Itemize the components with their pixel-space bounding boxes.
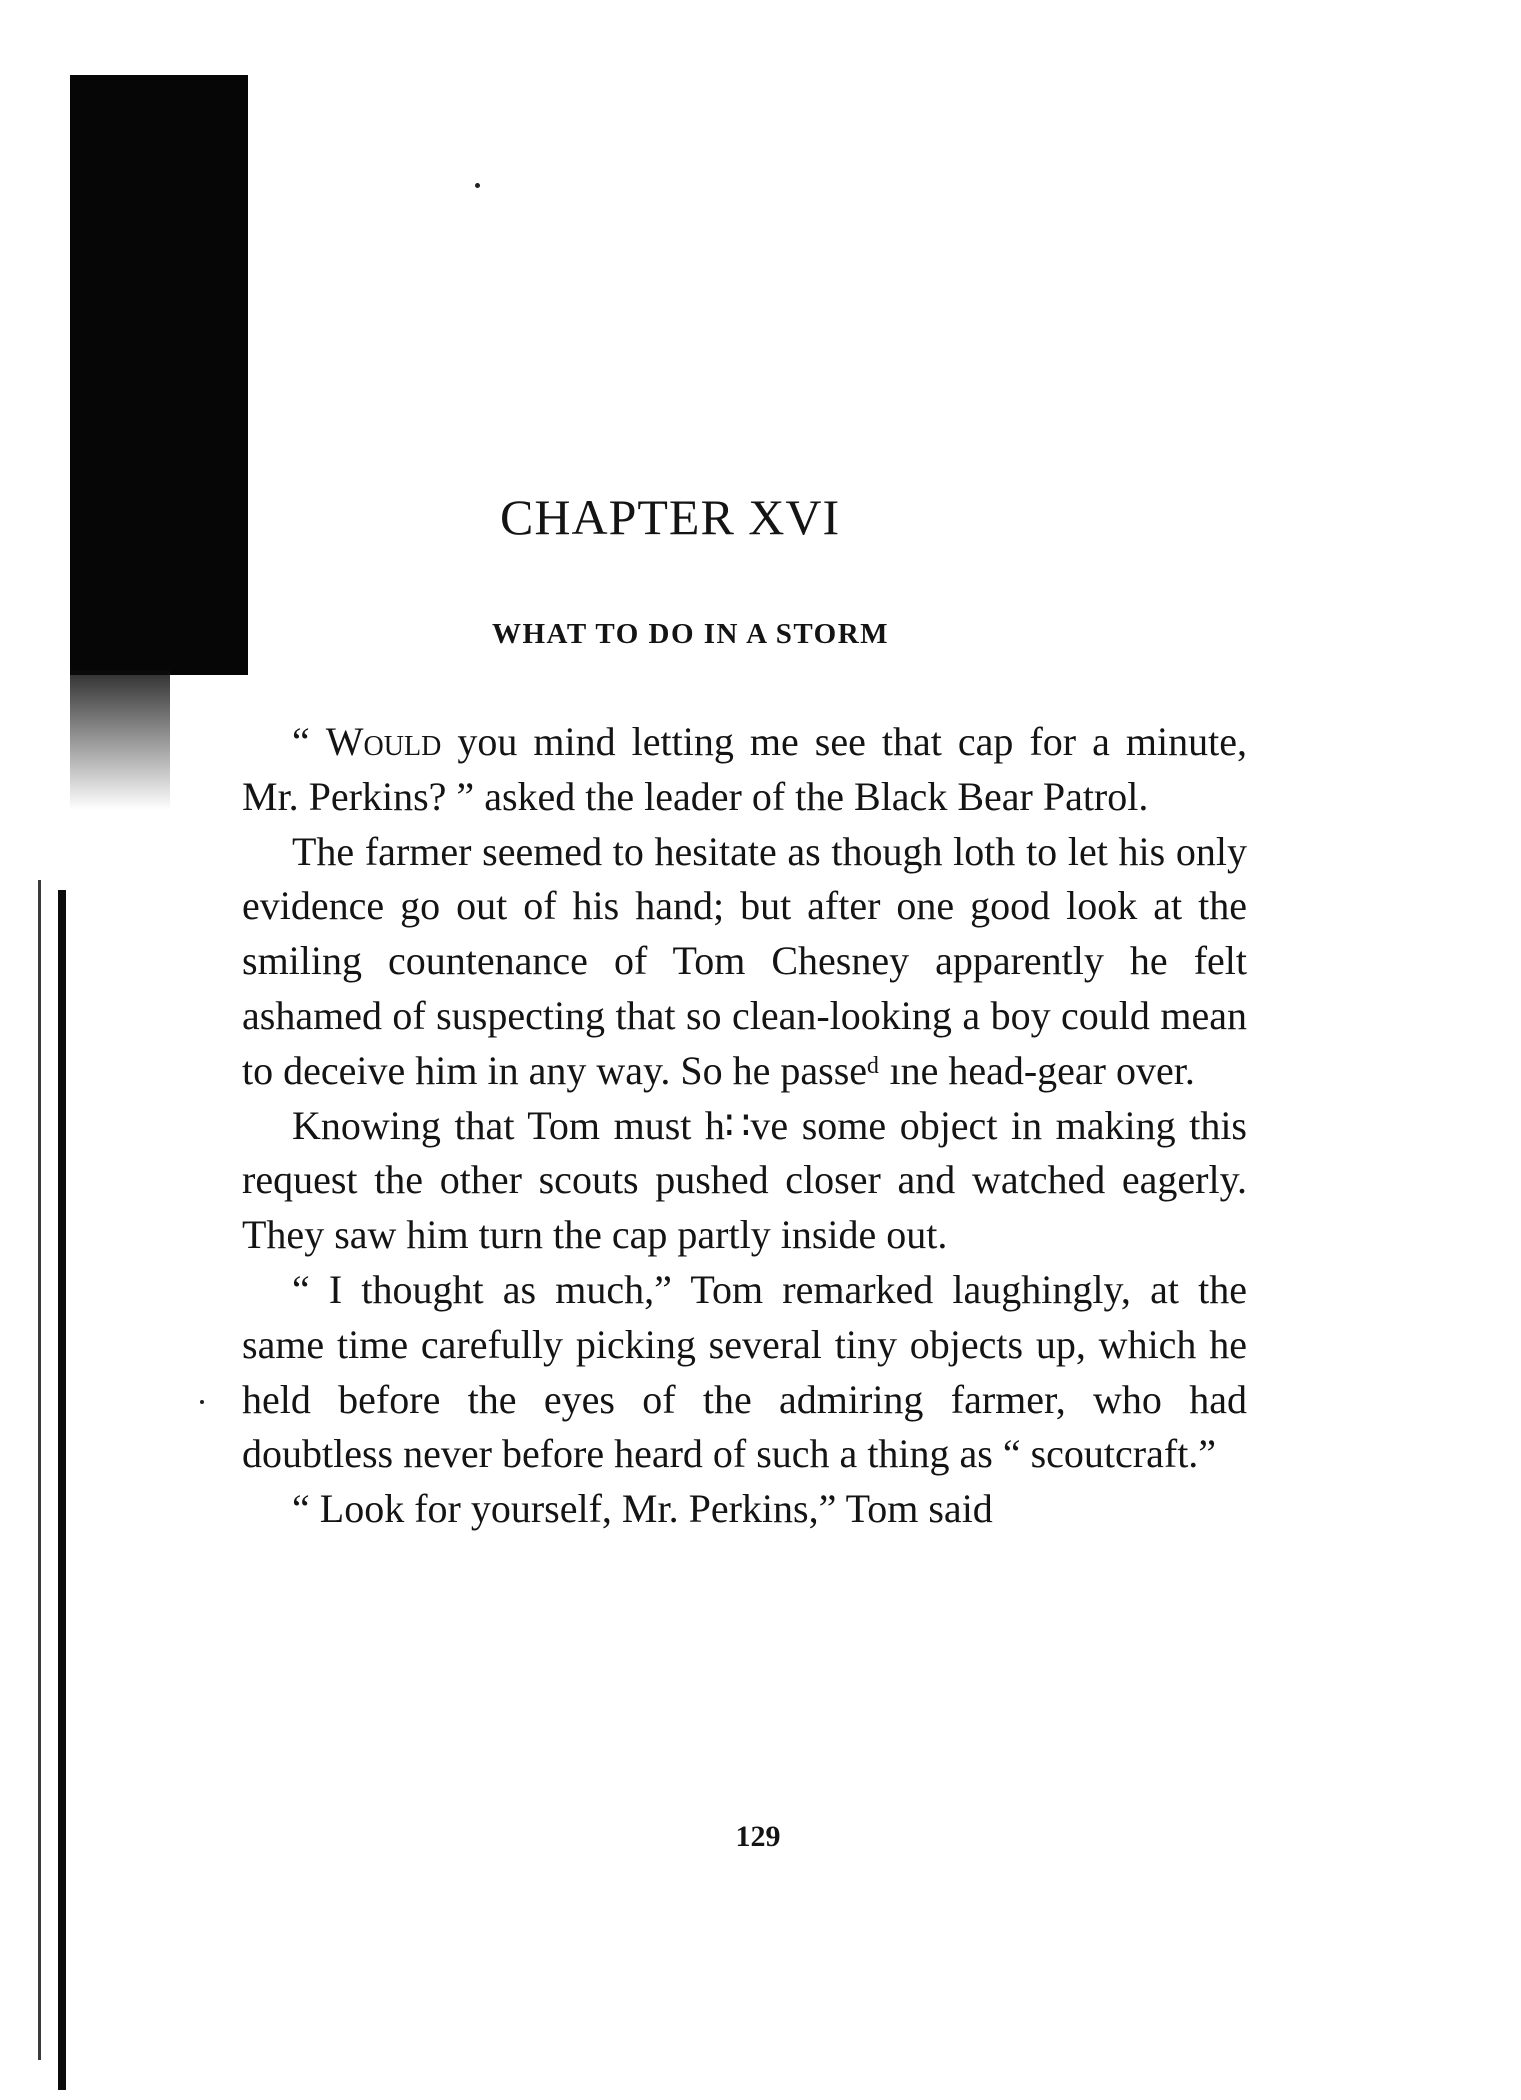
scan-speck bbox=[475, 183, 480, 188]
chapter-body bbox=[242, 715, 1247, 1537]
paragraph-text: you mind letting me see that cap for a minute, Mr. Perkins? ” asked the leader of the Black Bear Patrol. bbox=[242, 719, 1247, 819]
opening-quote: “ bbox=[292, 719, 326, 764]
page-number: 129 bbox=[735, 1820, 781, 1853]
scan-gutter-shadow bbox=[70, 75, 248, 675]
scan-binding-edge-thin bbox=[38, 880, 41, 2060]
chapter-title: CHAPTER XVI bbox=[500, 489, 841, 545]
scan-gutter-fade bbox=[70, 670, 170, 810]
chapter-subtitle: WHAT TO DO IN A STORM bbox=[492, 618, 890, 650]
scan-binding-edge bbox=[58, 890, 66, 2090]
paragraph: “ Look for yourself, Mr. Perkins,” Tom said bbox=[292, 1486, 993, 1532]
scan-speck bbox=[200, 1400, 204, 1404]
paragraph bbox=[242, 715, 1247, 825]
opening-word: Would bbox=[325, 719, 442, 764]
paragraph: The farmer seemed to hesitate as though loth to let his only evidence go out of his hand; but after one good look at the smiling countenance of Tom Chesney apparently he felt ashamed of suspecting that so clean-looking a boy could mean to deceive him in any way. So he passeᵈ ıne head-gear over. bbox=[242, 828, 1247, 1093]
paragraph: Knowing that Tom must h∷ve some object in making this request the other scouts pushed closer and watched eagerly. They saw him turn the cap partly inside out. bbox=[242, 1102, 1247, 1258]
paragraph: “ I thought as much,” Tom remarked laughingly, at the same time carefully picking several tiny objects up, which he held before the eyes of the admiring farmer, who had doubtless never before heard of such a thing as “ scoutcraft.” bbox=[242, 1266, 1247, 1477]
